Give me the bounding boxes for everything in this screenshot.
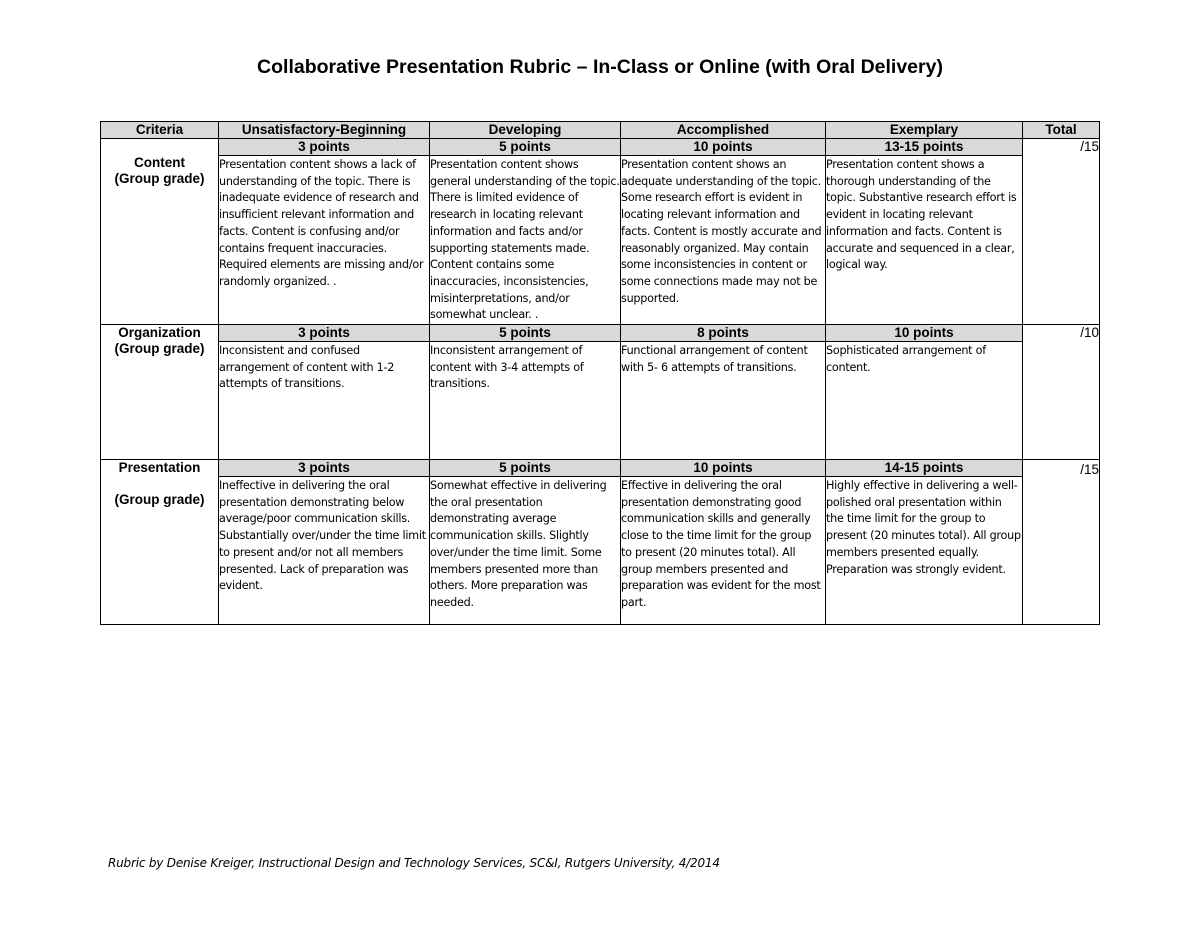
description-cell xyxy=(430,342,621,460)
points-row-organization xyxy=(101,325,1100,342)
description-cell xyxy=(219,156,430,325)
points-label: 10 points xyxy=(621,460,826,477)
total-presentation xyxy=(1023,460,1100,625)
header-row xyxy=(101,122,1100,139)
points-row-presentation xyxy=(101,460,1100,477)
header-total: Total xyxy=(1023,122,1100,139)
description-text: Inconsistent and confused arrangement of content with 1-2 attempts of transitions. xyxy=(219,344,395,391)
description-row-organization xyxy=(101,342,1100,460)
header-developing: Developing xyxy=(430,122,621,139)
criteria-content xyxy=(101,139,219,325)
description-cell xyxy=(621,156,826,325)
criteria-grade-type: (Group grade) xyxy=(114,492,205,508)
points-label: 5 points xyxy=(430,325,621,342)
points-label: 13-15 points xyxy=(826,139,1023,156)
points-label: 3 points xyxy=(219,139,430,156)
points-row-content xyxy=(101,139,1100,156)
description-text: Sophisticated arrangement of content. xyxy=(826,344,986,374)
description-text: Presentation content shows a thorough understanding of the topic. Substantive research effort is evident in locating relevant information and facts. Content is accurate and sequenced in a clear, logical way. xyxy=(826,158,1017,272)
points-label: 3 points xyxy=(219,460,430,477)
description-text: Somewhat effective in delivering the oral presentation demonstrating average communication skills. Slightly over/under the time limit. Some members presented more than others. More preparation was needed. xyxy=(430,479,607,609)
description-cell xyxy=(621,477,826,625)
criteria-grade-type: (Group grade) xyxy=(114,171,205,186)
description-cell xyxy=(219,477,430,625)
description-cell xyxy=(826,342,1023,460)
criteria-organization xyxy=(101,325,219,460)
points-label: 5 points xyxy=(430,139,621,156)
description-text: Presentation content shows general understanding of the topic. There is limited evidence of research in locating relevant information and facts and/or supporting statements made. Content contains some inaccuracies, inconsistencies, misinterpretations, and/or somewhat unclear. . xyxy=(430,158,620,322)
description-text: Presentation content shows an adequate understanding of the topic. Some research effort is evident in locating relevant information and facts. Content is mostly accurate and reasonably organized. May contain some inconsistencies in content or some connections made may not be supported. xyxy=(621,158,822,305)
criteria-name: Presentation xyxy=(118,460,201,476)
description-cell xyxy=(430,477,621,625)
description-cell xyxy=(826,156,1023,325)
description-text: Presentation content shows a lack of understanding of the topic. There is inadequate evidence of research and insufficient relevant information and facts. Content is confusing and/or contains frequent inaccuracies. Required elements are missing and/or randomly organized. . xyxy=(219,158,424,288)
criteria-name: Organization xyxy=(118,325,201,341)
points-label: 14-15 points xyxy=(826,460,1023,477)
points-label: 5 points xyxy=(430,460,621,477)
description-cell xyxy=(826,477,1023,625)
description-cell xyxy=(621,342,826,460)
criteria-name: Content xyxy=(134,155,185,170)
description-text: Effective in delivering the oral presentation demonstrating good communication skills and generally close to the time limit for the group to present (20 minutes total). All group members presented and preparation was evident for the most part. xyxy=(621,479,821,609)
rubric-table xyxy=(100,121,1100,625)
points-label: 10 points xyxy=(621,139,826,156)
total-organization: /10 xyxy=(1023,325,1100,460)
points-label: 10 points xyxy=(826,325,1023,342)
description-text: Highly effective in delivering a well-polished oral presentation within the time limit for the group to present (20 minutes total). All group members presented equally. Preparation was strongly evident. xyxy=(826,479,1021,576)
description-cell xyxy=(219,342,430,460)
document-title: Collaborative Presentation Rubric – In-Class or Online (with Oral Delivery) xyxy=(257,56,943,78)
header-accomplished: Accomplished xyxy=(621,122,826,139)
description-row-presentation xyxy=(101,477,1100,625)
description-text: Inconsistent arrangement of content with 3-4 attempts of transitions. xyxy=(430,344,584,391)
total-content: /15 xyxy=(1023,139,1100,325)
points-label: 3 points xyxy=(219,325,430,342)
total-value: /15 xyxy=(1080,462,1099,478)
description-row-content xyxy=(101,156,1100,325)
header-criteria: Criteria xyxy=(101,122,219,139)
criteria-grade-type: (Group grade) xyxy=(114,341,205,357)
header-exemplary: Exemplary xyxy=(826,122,1023,139)
description-text: Ineffective in delivering the oral presentation demonstrating below average/poor communication skills. Substantially over/under the time limit to present and/or not all members presented. Lack of preparation was evident. xyxy=(219,479,426,593)
description-cell xyxy=(430,156,621,325)
header-unsatisfactory: Unsatisfactory-Beginning xyxy=(219,122,430,139)
description-text: Functional arrangement of content with 5- 6 attempts of transitions. xyxy=(621,344,808,374)
footer-credit: Rubric by Denise Kreiger, Instructional Design and Technology Services, SC&I, Rutgers University, 4/2014 xyxy=(108,856,720,870)
points-label: 8 points xyxy=(621,325,826,342)
criteria-presentation xyxy=(101,460,219,625)
